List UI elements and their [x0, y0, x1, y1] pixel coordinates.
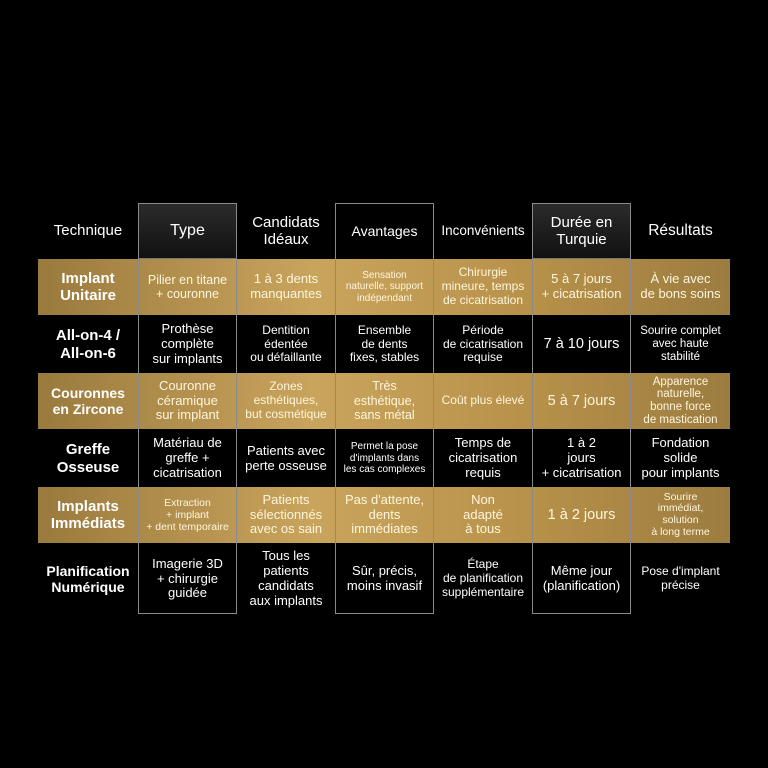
- header-inconvenients: Inconvénients: [441, 223, 525, 239]
- comparison-table: [38, 203, 730, 614]
- cell-candidats: Tous les patients candidats aux implants: [249, 548, 323, 608]
- cell-inconvenients: Coût plus élevé: [441, 393, 525, 408]
- header-candidats: Candidats Idéaux: [252, 213, 320, 248]
- cell-type: Imagerie 3D + chirurgie guidée: [152, 555, 223, 601]
- cell-type: Prothèse complète sur implants: [152, 321, 223, 366]
- header-technique: Technique: [53, 222, 123, 240]
- row-technique-greffe-osseuse: Greffe Osseuse: [56, 441, 120, 476]
- cell-resultats: Pose d'implant précise: [641, 564, 720, 592]
- cell-avantages: Sensation naturelle, support indépendant: [345, 269, 424, 304]
- cell-duree: 7 à 10 jours: [543, 336, 620, 353]
- cell-duree: Même jour (planification): [542, 563, 621, 593]
- cell-type: Couronne céramique sur implant: [155, 377, 220, 423]
- cell-inconvenients: Temps de cicatrisation requis: [448, 435, 518, 480]
- cell-duree: 1 à 2 jours + cicatrisation: [541, 435, 622, 480]
- cell-candidats: Patients sélectionnés avec os sain: [249, 491, 323, 537]
- cell-resultats: Apparence naturelle, bonne force de mastication: [643, 375, 718, 426]
- header-resultats: Résultats: [648, 222, 713, 240]
- cell-resultats: Fondation solide pour implants: [641, 435, 720, 480]
- cell-avantages: Très esthétique, sans métal: [353, 379, 416, 423]
- row-technique-planification-numerique: Planification Numérique: [46, 562, 130, 595]
- cell-duree: 1 à 2 jours: [547, 506, 616, 523]
- cell-inconvenients: Période de cicatrisation requise: [442, 322, 524, 365]
- cell-inconvenients: Étape de planification supplémentaire: [441, 557, 525, 599]
- cell-resultats: Sourire immédiat, solution à long terme: [651, 490, 710, 538]
- cell-type: Pilier en titane + couronne: [147, 272, 228, 301]
- row-technique-all-on-4: All-on-4 / All-on-6: [55, 327, 121, 362]
- row-technique-couronnes-zircone: Couronnes en Zircone: [51, 384, 125, 417]
- cell-type: Extraction + implant + dent temporaire: [146, 496, 229, 534]
- cell-duree: 5 à 7 jours: [547, 392, 616, 409]
- cell-candidats: 1 à 3 dents manquantes: [250, 271, 322, 301]
- cell-type: Matériau de greffe + cicatrisation: [153, 435, 222, 480]
- cell-inconvenients: Chirurgie mineure, temps de cicatrisation: [441, 265, 525, 307]
- row-technique-implants-immediats: Implants Immédiats: [50, 497, 126, 532]
- cell-avantages: Permet la pose d'implants dans les cas complexes: [343, 441, 426, 476]
- header-duree: Durée en Turquie: [550, 213, 613, 248]
- cell-candidats: Patients avec perte osseuse: [245, 442, 327, 473]
- cell-avantages: Pas d'attente, dents immédiates: [344, 491, 425, 537]
- cell-resultats: Sourire complet avec haute stabilité: [640, 324, 721, 364]
- cell-resultats: À vie avec de bons soins: [640, 271, 721, 301]
- cell-avantages: Ensemble de dents fixes, stables: [349, 322, 420, 365]
- cell-candidats: Dentition édentée ou défaillante: [250, 322, 322, 365]
- cell-avantages: Sûr, précis, moins invasif: [346, 563, 423, 593]
- header-type: Type: [170, 221, 205, 239]
- cell-duree: 5 à 7 jours + cicatrisation: [541, 271, 622, 301]
- row-technique-implant-unitaire: Implant Unitaire: [60, 269, 116, 304]
- cell-candidats: Zones esthétiques, but cosmétique: [245, 379, 327, 421]
- header-avantages: Avantages: [351, 222, 418, 239]
- cell-inconvenients: Non adapté à tous: [463, 491, 503, 537]
